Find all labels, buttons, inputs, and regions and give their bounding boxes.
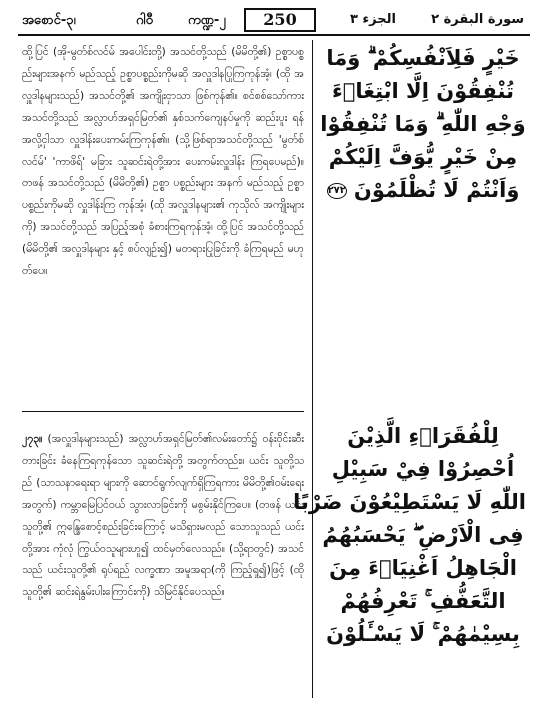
arabic-line: تُنْفِقُوْنَ اِلَّا ابْتِغَاۤءَ <box>332 79 514 103</box>
arabic-line: التَّعَفُّفِ ۚ تَعْرِفُهُمْ <box>340 589 506 613</box>
translation-paragraph-272: ထို့ပြင် (အို-မွတ်စ်လင်မ် အပေါင်းတို့) အသင်တို့သည် (မိမိတို့၏) ဥစ္စာပစ္စည်းများအနက် မည်သည့် ဥစ္စာပစ္စည်းကိုမဆို အလှူဒါနပြုကြကုန်အံ့၊ (ထို အလှူဒါနများသည်) အသင်တို့၏ အကျိုးငှာသာ ဖြစ်ကုန်၏။ စင်စစ်သော်ကား အသင်တို့သည် အလ္လာဟ်အရှင်မြတ်၏ နှစ်သက်ကျေနပ်မှုကို ဆည်းပူး ရန်အလို့ငှါသာ လှူဒါန်းပေးကမ်းကြကုန်၏။ (သို့ဖြစ်ရာအသင်တို့သည် 'မွတ်စ်လင်မ်' 'ကာဖိရ်' မခြား သူဆင်းရဲတို့အား ပေးကမ်းလှူဒါန်း ကြရပေမည်)။ တဖန် အသင်တို့သည် (မိမိတို့၏) ဥစ္စာ ပစ္စည်းများ အနက် မည်သည့် ဥစ္စာပစ္စည်းကိုမဆို လှူဒါန်းကြ ကုန်အံ့၊ (ထို အလှူဒါနများ၏ ကုသိုလ် အကျိုးများ ကို) အသင်တို့သည် အပြည့်အစုံ ခံစားကြရကုန်အံ့၊ ထို့ပြင် အသင်တို့သည် (မိမိတို့၏ အလှူဒါနများ နှင့် စပ်လျဉ်း၍) မတရားပြုခြင်းကို ခံကြရမည် မဟုတ်ပေ။ <box>22 46 304 278</box>
translation-paragraph-273 <box>22 429 304 703</box>
header-divider <box>18 34 530 36</box>
part-label: ကဏ္ဍ-၂ <box>188 13 226 28</box>
arabic-verse-272 <box>320 42 526 242</box>
arabic-column <box>293 42 526 651</box>
section-label: ဂါဝီ <box>136 13 153 28</box>
page-number: 250 <box>244 8 316 32</box>
arabic-verse-273 <box>293 420 526 651</box>
volume-label: အစောင်-၃၊ <box>22 13 76 28</box>
arabic-line-text: وَاَنْتُمْ لَا تُظْلَمُوْنَ <box>353 178 520 202</box>
arabic-line <box>320 174 526 207</box>
arabic-line: لِلْفُقَرَاۤءِ الَّذِيْنَ <box>347 424 499 448</box>
arabic-line: اللّٰهِ لَا يَسْتَطِيْعُوْنَ ضَرْبًا <box>293 490 526 514</box>
arabic-line: اُحْصِرُوْا فِيْ سَبِيْلِ <box>331 457 515 481</box>
column-divider <box>312 40 313 698</box>
surah-label: سورة البقرة ٢ <box>431 12 524 27</box>
translation-paragraph-text: (အလှူဒါနများသည်) အလ္လာဟ်အရှင်မြတ်၏လမ်းတော်၌ ဝန်းဝိုင်းဆီးတားခြင်း ခံနေကြရကုန်သော သူဆင်းရဲတို့ အတွက်တည်း။ ယင်း သူတို့သည် (သာသနာရေးရာ များကို ဆောင်ရွက်လျက်ရှိကြရကား မိမိတို့၏ဝမ်းရေးအတွက်) ကမ္ဘာမြေပြင်ဝယ် သွားလာခြင်းကို မစွမ်းနိုင်ကြပေ။ (တဖန် ယင်းသူတို့၏ ဣန္ဒြေစောင့်စည်းခြင်းကြောင့် မသိရှားမလည် သောသူသည် ယင်းတို့အား ကုံလုံ ကြွယ်ဝသူများဟူ၍ ထင်မှတ်လေသည်။ (သို့ရာတွင်) အသင်သည် ယင်းသူတို့၏ ရုပ်ရည် လက္ခဏာ အမူအရာ(ကို ကြည့်ရှု၍)ဖြင့် (ထိုသူတို့၏ ဆင်းရဲနွမ်းပါးကြောင်းကို) သိမြင်နိုင်ပေသည်။ <box>22 433 304 599</box>
arabic-line: الْجَاهِلُ اَغْنِيَاۤءَ مِنَ <box>329 556 517 580</box>
juz-label: الجزء ٣ <box>350 12 396 27</box>
ayah-end-marker: ٢٧٢ <box>327 183 347 199</box>
arabic-line: وَجْهِ اللّٰهِ ۗ وَمَا تُنْفِقُوْا <box>320 112 526 136</box>
arabic-line: خَيْرٍ فَلِاَنْفُسِكُمْ ۗ وَمَا <box>326 46 520 70</box>
paragraph-divider <box>22 411 304 425</box>
arabic-line: فِى الْاَرْضِ ۖ يَحْسَبُهُمُ <box>322 523 524 547</box>
arabic-line: مِنْ خَيْرٍ يُّوَفَّ اِلَيْكُمْ <box>328 145 518 169</box>
verse-number: ၂၇၃။ <box>22 433 43 445</box>
translation-column <box>22 42 304 703</box>
arabic-line: بِسِيْمٰهُمْ ۚ لَا يَسْـَٔلُوْنَ <box>326 622 520 646</box>
page-header <box>18 6 530 36</box>
